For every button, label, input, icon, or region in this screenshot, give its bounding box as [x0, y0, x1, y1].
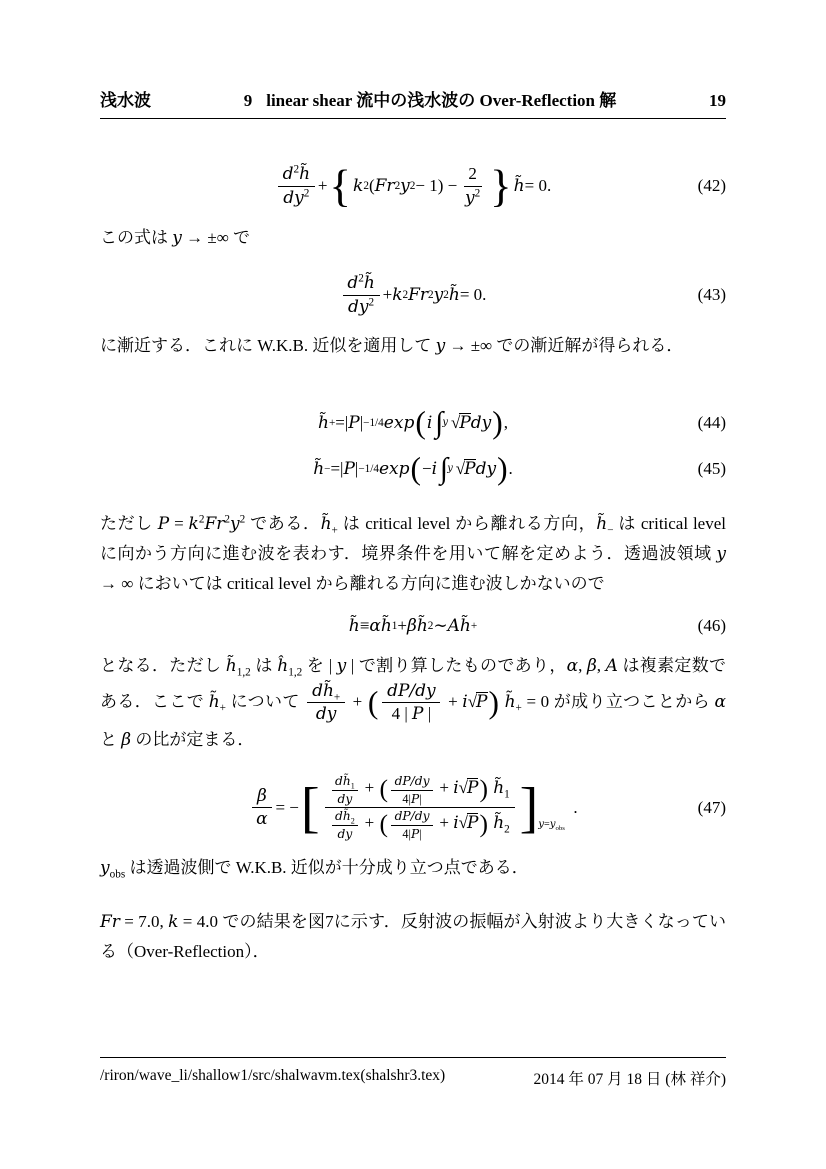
equation-47 [100, 771, 726, 845]
equation-46-tag: (46) [697, 616, 726, 635]
equation-42-body: $d^2h̃$ $dy^2$ + { k 2 ( Fr 2 y 2 − 1) − 2 $y^2$ } h̃ = 0. [275, 164, 551, 208]
equation-group-44-45 [100, 401, 726, 491]
paragraph-6: Fr = 7.0, k = 4.0 での結果を図7に示す．反射波の振幅が入射波より大きくなっている（Over-Reflection）． [100, 911, 726, 961]
equation-42 [100, 155, 726, 217]
equation-44-tag: (44) [697, 413, 726, 432]
equation-45-body: h̃ − =| P | −1/4 exp ( − i ∫ y √ P dy ) . [313, 451, 513, 486]
equation-42-tag: (42) [697, 176, 726, 195]
equation-44-body: h̃ + =| P | −1/4 exp ( i ∫ y √ P dy ) , [317, 405, 508, 440]
equation-45 [100, 447, 726, 491]
paragraph-2: に漸近する．これに W.K.B. 近似を適用して y → ±∞ での漸近解が得られる． [100, 336, 684, 356]
paragraph-5: $y_{obs}$ は透過波側で W.K.B. 近似が十分成り立つ点である． [100, 857, 529, 881]
equation-43 [100, 267, 726, 323]
page-body [100, 155, 726, 967]
header-section-title-text: linear shear 流中の浅水波の Over-Reflection 解 [266, 91, 617, 110]
footer-file-path: /riron/wave_li/shallow1/src/shalwavm.tex(shalshr3.tex) [100, 1067, 446, 1084]
page-header [100, 86, 726, 119]
paragraph-3: ただし $P = k^2Fr^2y^2$ である．$h̃_+$ は critical level から離れる方向，$h̃_-$ は critical level に向かう方向に進む波を表わす．境界条件を用いて解を定めよう．透過波領域 y → ∞ においては critical level から離れる方向に進む波しかないので [100, 513, 726, 593]
equation-43-tag: (43) [697, 285, 726, 304]
paragraph-1: この式は y → ±∞ で [100, 228, 251, 248]
footer-date-author: 2014 年 07 月 18 日 (林 祥介) [533, 1071, 726, 1088]
header-section-title [244, 86, 617, 111]
header-section-number: 9 [243, 91, 253, 110]
page-footer [100, 1057, 726, 1089]
equation-47-tag: (47) [697, 797, 726, 817]
equation-46 [100, 609, 726, 643]
equation-45-tag: (45) [697, 459, 726, 478]
header-page-number: 19 [709, 91, 726, 110]
header-running-title: 浅水波 [100, 91, 151, 110]
paragraph-4: となる．ただし $h̃_{1,2}$ は $ĥ_{1,2}$ を | y | で割り算したものであり，α, β, A は複素定数である．ここで $h̃_+$ について $\frac{dh̃_+}{dy}$ + ( $\frac{dP/dy}{4 | P |}$ + i√P) $h̃_+ = 0$ が成り立つことから α と β の比が定まる． [100, 656, 727, 750]
equation-43-body: $d^2h̃$ $dy^2$ + k 2 Fr 2 y 2 h̃ = 0. [340, 273, 487, 317]
equation-47-body: β α = − [ $\frac{dh̃_1}{dy}$ + ( $\frac{dP/dy}{4|P|}$ + i√P) $h̃_1$ $\frac{dh̃_2}{dy}$ + ( $\frac{dP/dy}{4|P|}$ + i√P) $h̃_2$ ] $_{y =y_{obs}}$ . [248, 774, 577, 842]
equation-44 [100, 401, 726, 445]
equation-46-body: h̃ ≡ αh̃ 1 + βh̃ 2 ∼ Ah̃ + [348, 616, 478, 636]
